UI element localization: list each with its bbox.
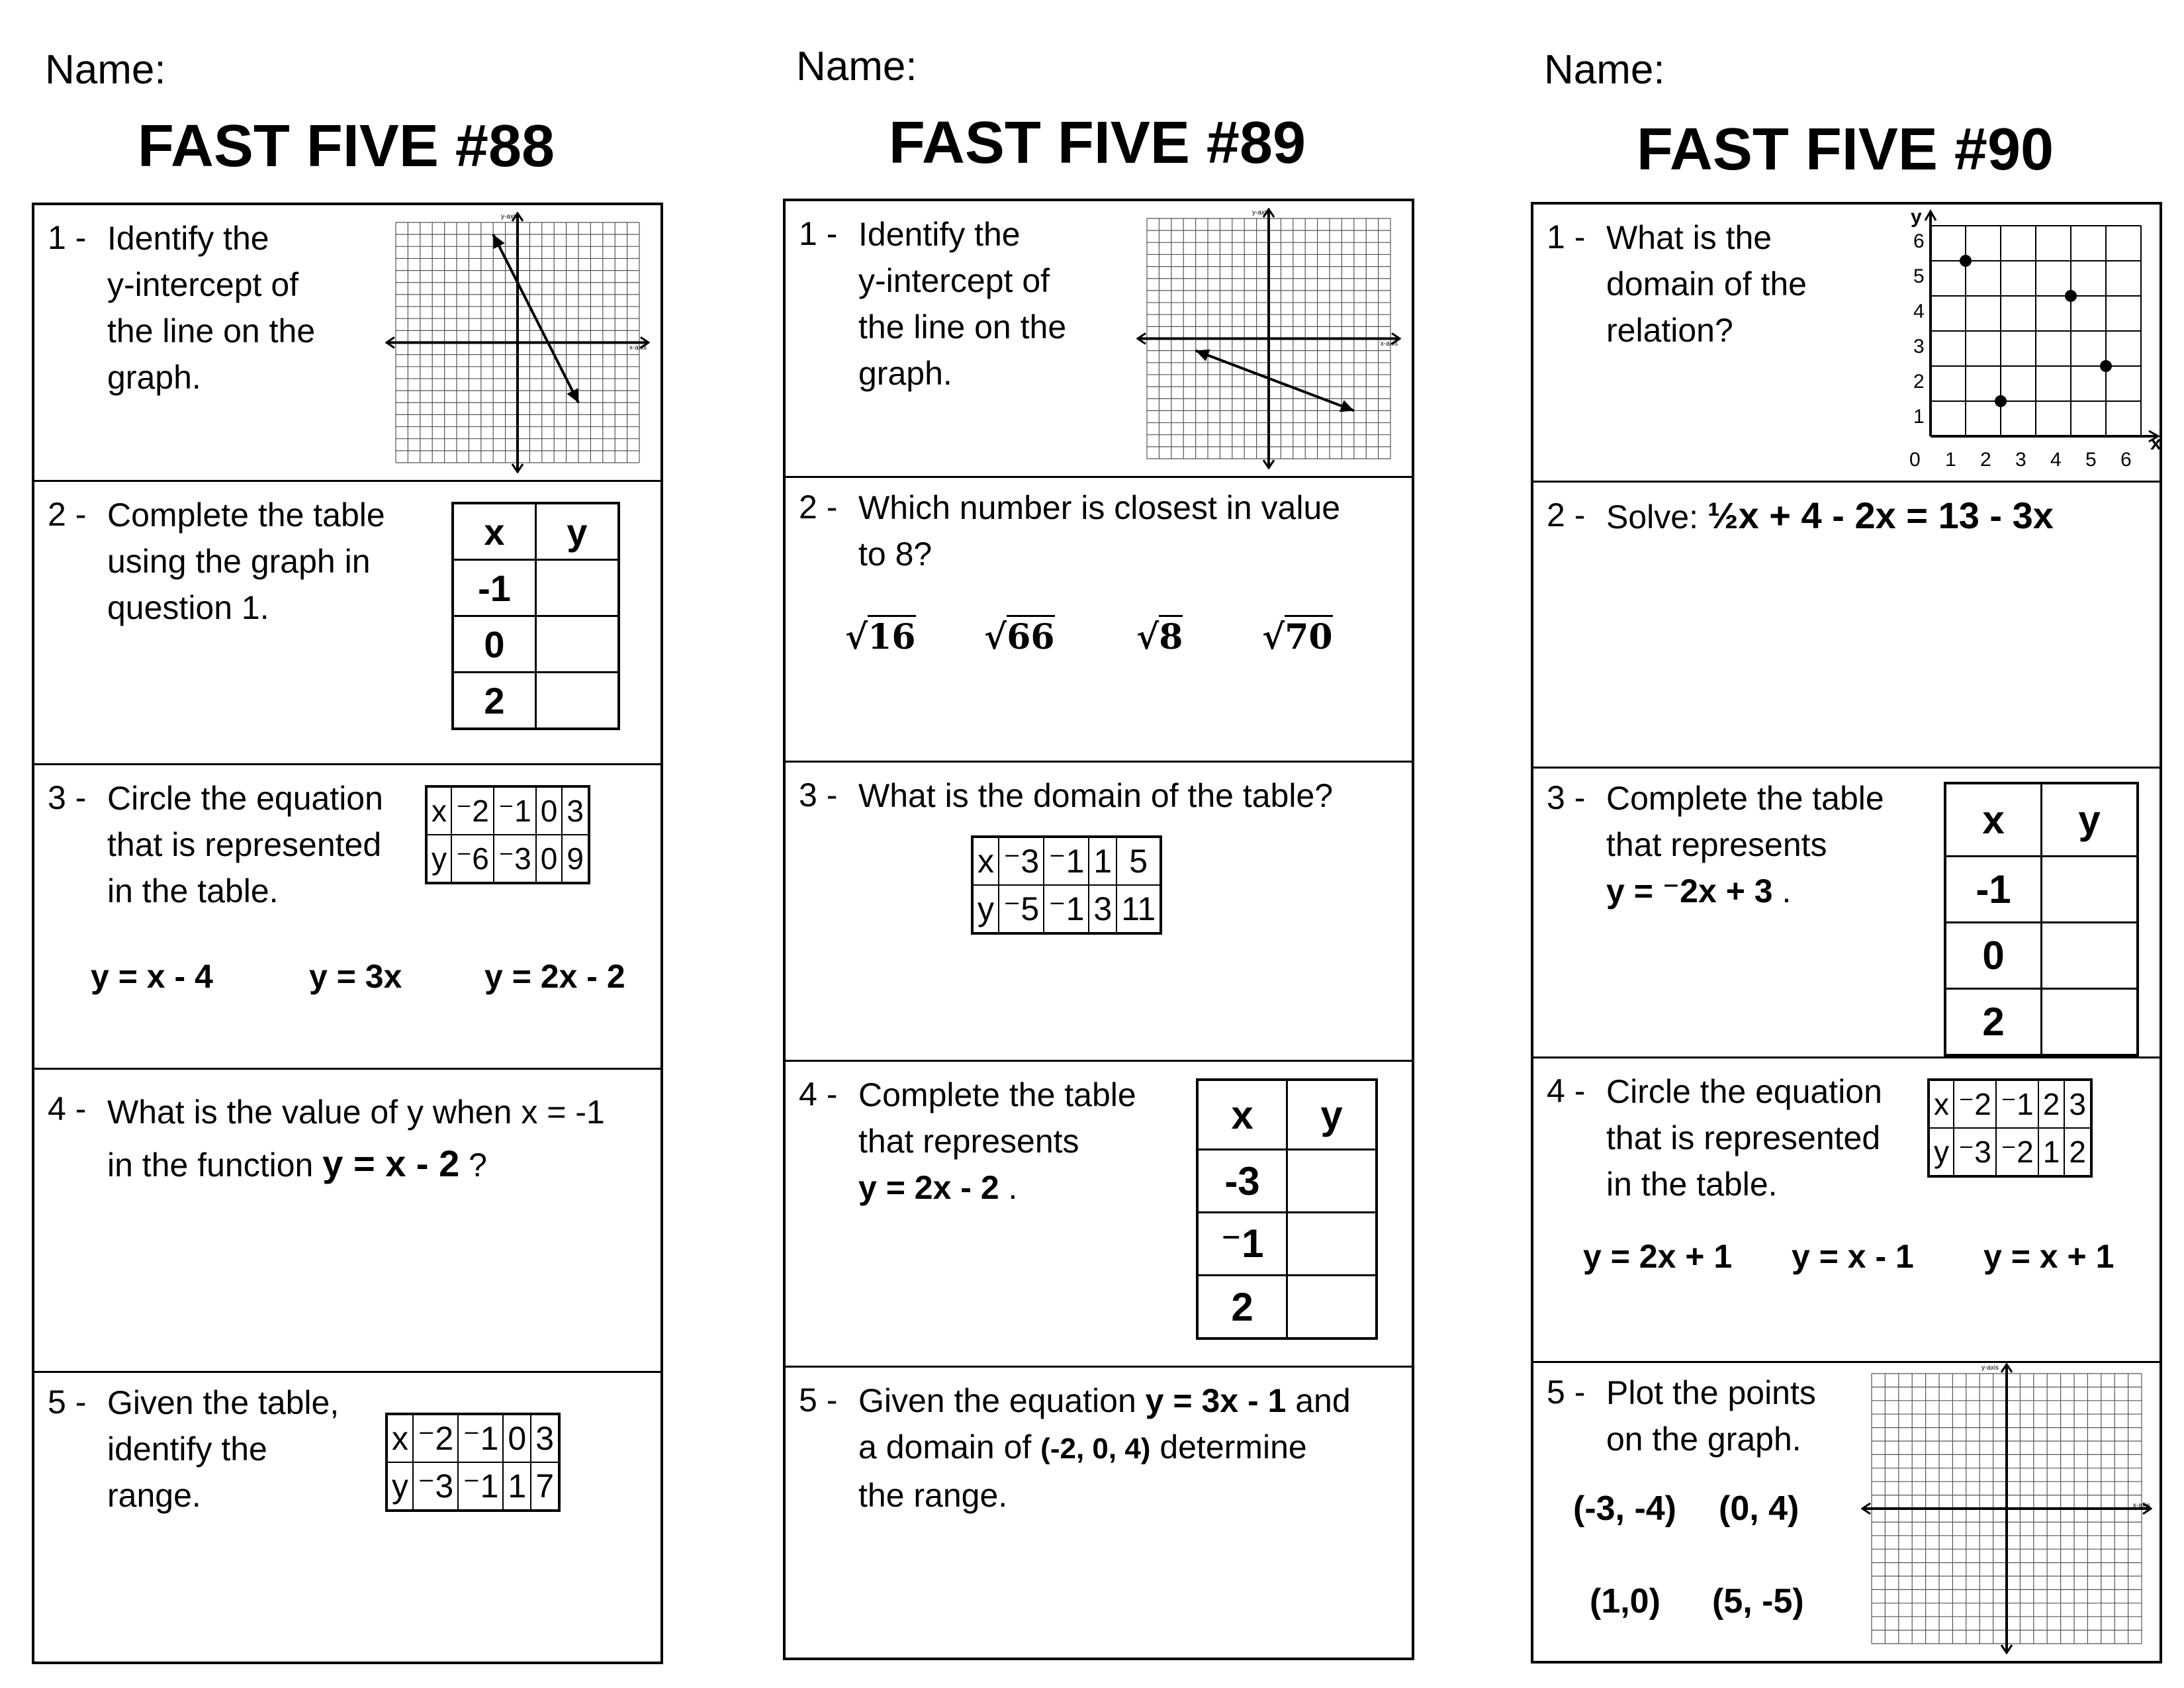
relation-point [1960, 255, 1972, 267]
text-line: Identify the [107, 220, 269, 257]
table-cell: ⁻2 [1954, 1080, 1996, 1128]
question-number: 1 - [48, 219, 87, 256]
question-text [858, 211, 1066, 397]
relation-graph [1891, 205, 2162, 479]
table-cell: 3 [562, 786, 589, 835]
text-line [858, 1164, 1136, 1211]
question-number: 1 - [1547, 218, 1586, 256]
table-cell: 0 [536, 835, 563, 883]
table-cell: 0 [536, 786, 563, 835]
table-cell: ⁻3 [494, 835, 536, 883]
question-text [1606, 1068, 1882, 1207]
question-text [858, 485, 1340, 577]
y-cell-blank[interactable] [2042, 857, 2138, 923]
x-tick-label: 0 [1909, 449, 1921, 471]
sheet-89 [783, 0, 1412, 1688]
text-line: that is represented [107, 826, 382, 863]
table-cell: x [387, 1414, 413, 1462]
text-line: Circle the equation [1606, 1073, 1882, 1110]
text-line: the line on the [107, 312, 316, 350]
header-y: y [1287, 1080, 1377, 1150]
xy-table [451, 502, 620, 730]
x-cell: 2 [1197, 1276, 1287, 1339]
question-text [107, 1086, 605, 1191]
text-line [1606, 868, 1884, 914]
point-label: (0, 4) [1719, 1489, 1799, 1528]
text-fragment: Solve: [1606, 498, 1698, 536]
question-3 [1533, 769, 2160, 1058]
question-number: 4 - [48, 1090, 87, 1127]
equation-option[interactable]: y = 3x [309, 958, 402, 995]
sheet-title: FAST FIVE #88 [137, 113, 555, 179]
text-line: on the graph. [1606, 1421, 1801, 1458]
plotting-graph[interactable] [1861, 1363, 2152, 1654]
question-text [107, 1380, 339, 1519]
y-tick-label: 4 [1913, 301, 1925, 322]
question-2 [1533, 483, 2160, 769]
text-line: What is the [1606, 219, 1772, 256]
name-label: Name: [1544, 47, 1665, 93]
sheet-title: FAST FIVE #89 [888, 110, 1306, 176]
question-number: 3 - [1547, 779, 1586, 816]
question-number: 2 - [48, 496, 87, 533]
text-line: Which number is closest in value [858, 489, 1341, 526]
text-fragment: Given the equation [858, 1382, 1146, 1419]
text-line: question 1. [107, 589, 269, 626]
text-line: the range. [858, 1477, 1008, 1514]
table-cell: y [426, 835, 451, 883]
question-text [107, 775, 383, 914]
y-axis-label: y-axis [1251, 209, 1270, 216]
y-cell-blank[interactable] [1287, 1213, 1377, 1276]
y-tick-label: 3 [1913, 336, 1925, 357]
x-tick-label: 1 [1945, 449, 1956, 471]
question-number: 2 - [1547, 496, 1586, 534]
table-cell: 11 [1116, 885, 1161, 933]
sheet-88 [32, 0, 660, 1688]
y-cell-blank[interactable] [1287, 1150, 1377, 1213]
x-tick-label: 6 [2120, 449, 2132, 471]
question-frame [783, 199, 1414, 1660]
table-cell: 9 [562, 835, 589, 883]
text-fragment: and [1286, 1382, 1351, 1419]
text-line [107, 1138, 605, 1191]
sqrt-option[interactable]: √8 [1136, 617, 1183, 657]
equation-option[interactable]: y = x - 4 [91, 958, 213, 995]
table-cell: ⁻3 [1954, 1128, 1996, 1176]
table-cell: ⁻2 [451, 786, 494, 835]
x-tick-label: 5 [2085, 449, 2097, 471]
text-line: Complete the table [858, 1076, 1136, 1113]
radicand: 70 [1285, 615, 1332, 657]
header-y: y [2042, 783, 2138, 857]
text-line: Given the table, [107, 1384, 340, 1421]
table-cell: 1 [503, 1462, 531, 1511]
question-frame [32, 203, 663, 1664]
table-cell: 2 [2038, 1080, 2065, 1128]
question-frame [1531, 202, 2162, 1664]
table-cell: 1 [2038, 1128, 2065, 1176]
sqrt-option[interactable]: √66 [984, 617, 1055, 657]
text-line: the line on the [858, 308, 1067, 346]
equation-option[interactable]: y = 2x - 2 [484, 958, 625, 995]
question-text [1606, 492, 2054, 540]
sheet-title: FAST FIVE #90 [1636, 117, 2054, 183]
relation-point [2100, 360, 2112, 372]
point-label: (-3, -4) [1573, 1489, 1676, 1528]
x-cell: -1 [1945, 857, 2042, 923]
function-equation: y = 2x - 2 [858, 1169, 999, 1206]
table-cell: ⁻1 [1996, 1080, 2038, 1128]
table-cell: ⁻1 [494, 786, 536, 835]
equation-option[interactable]: y = x + 1 [1983, 1238, 2115, 1275]
text-fragment: . [1772, 872, 1792, 910]
y-tick-label: 6 [1913, 230, 1925, 252]
text-line: graph. [858, 355, 952, 392]
table-cell: ⁻2 [1996, 1128, 2038, 1176]
x-axis-label: x [2150, 432, 2161, 454]
radicand: 8 [1159, 615, 1183, 657]
graph-line [1196, 351, 1354, 411]
question-number: 3 - [799, 776, 838, 814]
function-table [425, 785, 590, 884]
question-2 [34, 482, 660, 765]
text-fragment: . [999, 1169, 1018, 1206]
y-cell-blank[interactable] [536, 560, 619, 616]
question-text [107, 215, 315, 400]
sheet-90 [1531, 0, 2160, 1688]
table-cell: ⁻1 [1044, 885, 1089, 933]
question-number: 4 - [799, 1076, 838, 1113]
name-label: Name: [45, 47, 166, 93]
table-cell: ⁻2 [413, 1414, 458, 1462]
text-line: relation? [1606, 312, 1733, 349]
table-cell: 3 [531, 1414, 559, 1462]
x-axis-label: x-axis [1380, 340, 1398, 348]
y-cell-blank[interactable] [536, 673, 619, 729]
y-cell-blank[interactable] [1287, 1276, 1377, 1339]
table-cell: y [1929, 1128, 1954, 1176]
question-number: 1 - [799, 215, 838, 252]
table-cell: 2 [2064, 1128, 2091, 1176]
function-table [971, 835, 1162, 935]
point-label: (5, -5) [1712, 1582, 1804, 1620]
question-4 [786, 1062, 1412, 1368]
table-cell: x [972, 837, 999, 885]
x-tick-label: 2 [1980, 449, 1991, 471]
function-equation: y = x - 2 [322, 1143, 460, 1184]
text-line [858, 1378, 1351, 1424]
question-number: 5 - [1547, 1374, 1586, 1411]
text-line: y-intercept of [107, 266, 299, 303]
table-cell: ⁻6 [451, 835, 494, 883]
x-cell: ⁻1 [1197, 1213, 1287, 1276]
equation-option[interactable]: y = x - 1 [1792, 1238, 1914, 1275]
text-line: that represents [858, 1123, 1079, 1160]
function-table [385, 1413, 561, 1512]
text-line: What is the domain of the table? [858, 777, 1334, 814]
table-cell: ⁻1 [1044, 837, 1089, 885]
text-fragment: determine [1150, 1429, 1307, 1466]
table-cell: y [972, 885, 999, 933]
question-5 [34, 1373, 660, 1662]
question-1 [786, 201, 1412, 478]
x-cell: 0 [453, 616, 536, 673]
table-cell: 3 [2064, 1080, 2091, 1128]
x-cell: 2 [1945, 989, 2042, 1056]
x-axis-label: x-axis [2132, 1502, 2150, 1509]
sqrt-option[interactable]: √70 [1262, 617, 1333, 657]
table-cell: y [387, 1462, 413, 1511]
x-cell: 0 [1945, 923, 2042, 989]
equation: ½x + 4 - 2x = 13 - 3x [1707, 494, 2054, 536]
question-2 [786, 478, 1412, 763]
text-line: Circle the equation [107, 780, 383, 817]
point-label: (1,0) [1590, 1582, 1661, 1620]
x-cell: -1 [453, 560, 536, 616]
text-line: What is the value of y when x = -1 [107, 1094, 605, 1131]
table-cell: 7 [531, 1462, 559, 1511]
text-fragment: a domain of [858, 1429, 1041, 1466]
table-cell: ⁻5 [999, 885, 1044, 933]
y-cell-blank[interactable] [2042, 923, 2138, 989]
question-5 [786, 1368, 1412, 1658]
question-number: 3 - [48, 779, 87, 816]
radicand: 16 [868, 615, 915, 657]
question-text [858, 1072, 1136, 1211]
x-cell: -3 [1197, 1150, 1287, 1213]
text-line: range. [107, 1477, 201, 1514]
x-tick-label: 4 [2050, 449, 2062, 471]
name-label: Name: [796, 44, 917, 89]
radicand: 66 [1007, 615, 1054, 657]
xy-table [1944, 782, 2139, 1056]
coordinate-graph [385, 212, 650, 473]
question-number: 5 - [799, 1382, 838, 1419]
relation-point [2065, 290, 2077, 302]
table-cell: x [1929, 1080, 1954, 1128]
question-number: 4 - [1547, 1072, 1586, 1109]
y-axis-label: y-axis [500, 213, 519, 220]
text-line: Plot the points [1606, 1374, 1816, 1411]
question-3 [786, 763, 1412, 1062]
table-cell: x [426, 786, 451, 835]
question-3 [34, 765, 660, 1070]
relation-point [1995, 395, 2007, 407]
question-text [1606, 775, 1884, 914]
table-cell: ⁻1 [458, 1414, 503, 1462]
function-table [1927, 1078, 2093, 1178]
y-cell-blank[interactable] [536, 616, 619, 673]
equation-option[interactable]: y = 2x + 1 [1583, 1238, 1733, 1275]
question-text [858, 1378, 1351, 1519]
table-cell: 3 [1089, 885, 1116, 933]
text-line: Complete the table [1606, 780, 1884, 817]
function-equation: y = 3x - 1 [1145, 1382, 1287, 1419]
table-cell: ⁻1 [458, 1462, 503, 1511]
y-tick-label: 5 [1913, 265, 1925, 287]
question-1 [34, 205, 660, 482]
question-5 [1533, 1363, 2160, 1661]
table-cell: ⁻3 [413, 1462, 458, 1511]
table-cell: ⁻3 [999, 837, 1044, 885]
text-fragment: in the function [107, 1147, 314, 1184]
text-line: Complete the table [107, 496, 385, 534]
y-axis-label: y-axis [1981, 1364, 1999, 1372]
text-line: identify the [107, 1430, 267, 1468]
x-axis-label: x-axis [629, 344, 647, 352]
text-line [858, 1424, 1351, 1472]
header-x: x [453, 503, 536, 560]
table-cell: 5 [1116, 837, 1161, 885]
text-line: that represents [1606, 826, 1827, 863]
table-cell: 0 [503, 1414, 531, 1462]
text-line: to 8? [858, 536, 933, 573]
question-text [107, 492, 385, 631]
text-line: using the graph in [107, 543, 371, 580]
question-1 [1533, 205, 2160, 483]
x-tick-label: 3 [2015, 449, 2026, 471]
header-x: x [1197, 1080, 1287, 1150]
text-line: domain of the [1606, 265, 1807, 303]
question-4 [34, 1070, 660, 1373]
text-fragment: ? [459, 1147, 487, 1184]
header-y: y [536, 503, 619, 560]
text-line: graph. [107, 359, 201, 396]
sqrt-option[interactable]: √16 [845, 617, 916, 657]
question-text [1606, 1370, 1816, 1462]
text-line: y-intercept of [858, 262, 1050, 299]
xy-table [1196, 1078, 1378, 1340]
question-4 [1533, 1058, 2160, 1363]
y-axis-label: y [1911, 206, 1922, 228]
function-equation: y = ⁻2x + 3 [1606, 872, 1773, 910]
domain-set: (-2, 0, 4) [1040, 1432, 1151, 1465]
text-line: in the table. [1606, 1166, 1778, 1203]
question-number: 2 - [799, 489, 838, 526]
question-text [858, 773, 1333, 819]
coordinate-graph [1136, 208, 1401, 469]
text-line: Identify the [858, 216, 1021, 253]
question-number: 5 - [48, 1383, 87, 1421]
text-line: in the table. [107, 872, 279, 910]
y-tick-label: 1 [1913, 406, 1925, 428]
y-cell-blank[interactable] [2042, 989, 2138, 1056]
header-x: x [1945, 783, 2042, 857]
question-text [1606, 214, 1807, 353]
table-cell: 1 [1089, 837, 1116, 885]
y-tick-label: 2 [1913, 371, 1925, 393]
text-line: that is represented [1606, 1119, 1881, 1156]
x-cell: 2 [453, 673, 536, 729]
